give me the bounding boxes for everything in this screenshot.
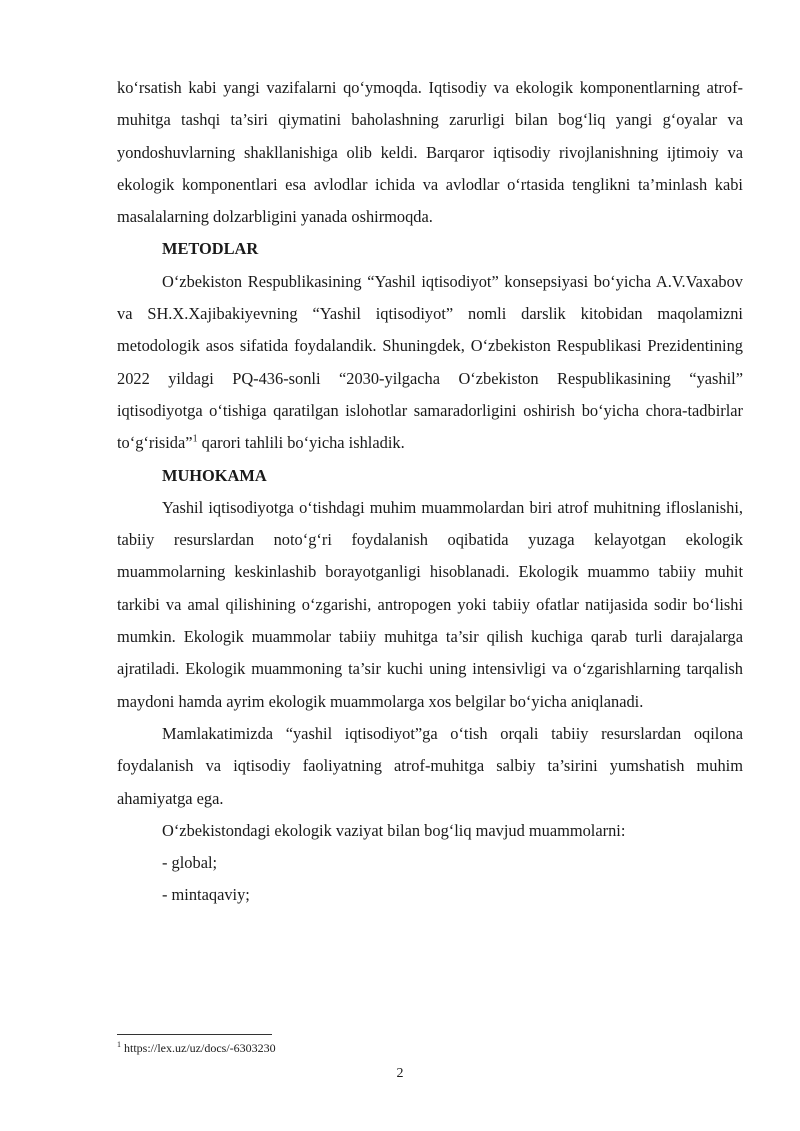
heading-methods: METODLAR — [162, 239, 259, 259]
paragraph-methods — [117, 266, 743, 460]
paragraph-problems-intro: O‘zbekistondagi ekologik vaziyat bilan bog‘liq mavjud muammolarni: — [162, 820, 626, 840]
footnote-reference[interactable]: 1 — [192, 433, 198, 445]
paragraph-methods-text-end: qarori tahlili bo‘yicha ishladik. — [197, 433, 405, 453]
paragraph-methods-text: O‘zbekiston Respublikasining “Yashil iqtisodiyot” konsepsiyasi bo‘yicha A.V.Vaxabov va SH.X.Xajibakiyevning “Yashil iqtisodiyot” nomli darslik kitobidan maqolamizni metodologik asos sifatida foydalandik. Shuningdek, O‘zbekiston Respublikasi Prezidentining 2022 yildagi PQ-436-sonli “2030-yilgacha O‘zbekiston Respublikasining “yashil” iqtisodiyotga o‘tishiga qaratilgan islohotlar samaradorligini oshirish bo‘yicha chora-tadbirlar to‘g‘risida” — [117, 271, 743, 453]
footnote-link[interactable]: https://lex.uz/uz/docs/-6303230 — [121, 1041, 276, 1055]
list-item-global: - global; — [162, 853, 218, 873]
paragraph-intro: ko‘rsatish kabi yangi vazifalarni qo‘ymoqda. Iqtisodiy va ekologik komponentlarning atrof-muhitga tashqi ta’siri qiymatini baholashning zarurligi bilan bog‘liq yangi g‘oyalar va yondoshuvlarning shakllanishiga olib keldi. Barqaror iqtisodiy rivojlanishning ijtimoiy va ekologik komponentlari esa avlodlar ichida va avlodlar o‘rtasida tenglikni ta’minlash kabi masalalarning dolzarbligini yanada oshirmoqda. — [117, 78, 743, 227]
page-body — [117, 72, 743, 912]
footnote-divider — [117, 1034, 272, 1035]
footnote-mark: 1 — [117, 1040, 121, 1049]
paragraph-green-economy: Mamlakatimizda “yashil iqtisodiyot”ga o‘tish orqali tabiiy resurslardan oqilona foydalanish va iqtisodiy faoliyatning atrof-muhitga salbiy ta’sirini yumshatish muhim ahamiyatga ega. — [117, 723, 743, 808]
footnote — [117, 1041, 276, 1055]
heading-discussion: MUHOKAMA — [162, 465, 267, 485]
page-number: 2 — [396, 1066, 404, 1081]
paragraph-discussion: Yashil iqtisodiyotga o‘tishdagi muhim muammolardan biri atrof muhitning ifloslanishi, tabiiy resurslardan noto‘g‘ri foydalanish oqibatida yuzaga kelayotgan ekologik muammolarning keskinlashib borayotganligi hisoblanadi. Ekologik muammo tabiiy muhit tarkibi va amal qilishining o‘zgarishi, antropogen yoki tabiiy ofatlar natijasida sodir bo‘lishi mumkin. Ekologik muammolar tabiiy muhitga ta’sir qilish kuchiga qarab turli darajalarga ajratiladi. Ekologik muammoning ta’sir kuchi uning intensivligi va o‘zgarishlarning tarqalish maydoni hamda ayrim ekologik muammolarga xos belgilar bo‘yicha aniqlanadi. — [117, 497, 743, 711]
list-item-regional: - mintaqaviy; — [162, 885, 250, 905]
